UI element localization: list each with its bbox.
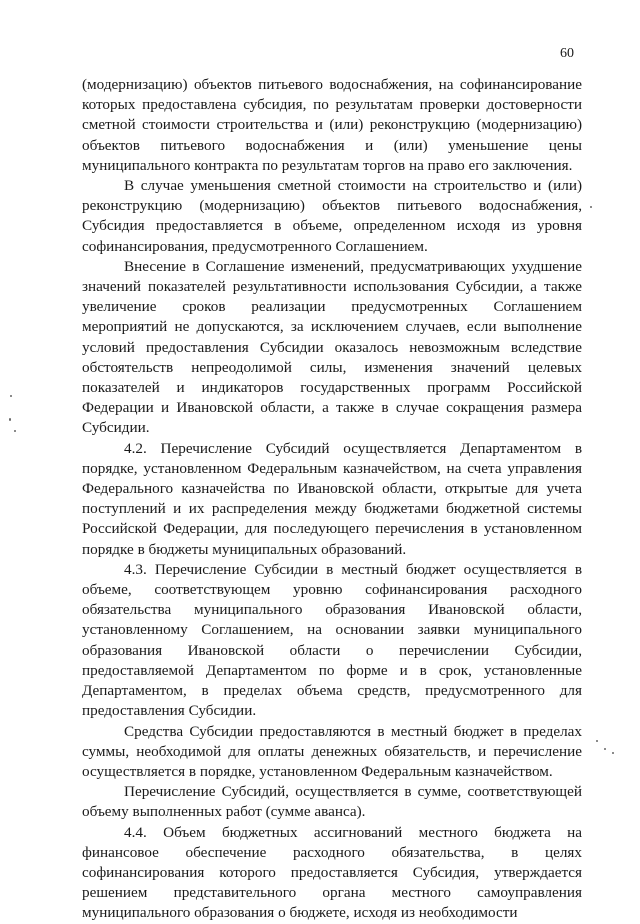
paragraph-transfer-amount: Перечисление Субсидий, осуществляется в сумме, соответствующей объему выполненных работ (сумме аванса).: [82, 783, 582, 821]
scan-speck: [604, 748, 606, 750]
document-body: [82, 75, 582, 924]
paragraph-funds-limits: Средства Субсидии предоставляются в местный бюджет в пределах суммы, необходимой для оплаты денежных обязательств, и перечисление осуществляется в порядке, установленном Федеральным казначейством.: [82, 722, 582, 780]
paragraph-4-4: 4.4. Объем бюджетных ассигнований местного бюджета на финансовое обеспечение расходного обязательства, в целях софинансирования которого предоставляется Субсидия, утверждается решением представительного органа местного самоуправления муниципального образования о бюджете, исходя из необходимости: [82, 823, 582, 922]
page-number: 60: [560, 46, 574, 61]
scan-speck: [590, 206, 592, 208]
paragraph-agreement-changes: Внесение в Соглашение изменений, предусматривающих ухудшение значений показателей результативности использования Субсидии, а также увеличение сроков реализации предусмотренных Соглашением мероприятий не допускаются, за исключением случаев, если выполнение условий предоставления Субсидии оказалось невозможным вследствие обстоятельств непреодолимой силы, изменения значений целевых показателей и индикаторов государственных программ Российской Федерации и Ивановской области, а также в случае сокращения размера Субсидии.: [82, 257, 582, 437]
scan-speck: [612, 752, 614, 754]
paragraph-4-2: 4.2. Перечисление Субсидий осуществляется Департаментом в порядке, установленном Федеральным казначейством, на счета управления Федерального казначейства по Ивановской области, открытые для учета поступлений и их распределения между бюджетами бюджетной системы Российской Федерации, для последующего перечисления в установленном порядке в бюджеты муниципальных образований.: [82, 439, 582, 558]
paragraph-modernization-continuation: (модернизацию) объектов питьевого водоснабжения, на софинансирование которых предоставлена субсидия, по результатам проверки достоверности сметной стоимости строительства и (или) реконструкцию (модернизацию) объектов питьевого водоснабжения и (или) уменьшение цены муниципального контракта по результатам торгов на право его заключения.: [82, 76, 582, 174]
scan-speck: [10, 395, 12, 397]
scan-speck: [596, 740, 598, 742]
scan-speck: [9, 418, 11, 421]
paragraph-cost-reduction: В случае уменьшения сметной стоимости на строительство и (или) реконструкцию (модернизацию) объектов питьевого водоснабжения, Субсидия предоставляется в объеме, определенном исходя из уровня софинансирования, предусмотренного Соглашением.: [82, 177, 582, 255]
paragraph-4-3: 4.3. Перечисление Субсидии в местный бюджет осуществляется в объеме, соответствующем уровню софинансирования расходного обязательства муниципального образования Ивановской области, установленному Соглашением, на основании заявки муниципального образования Ивановской области о перечислении Субсидии, предоставляемой Департаментом по форме и в срок, установленные Департаментом, в пределах объема средств, предусмотренного для предоставления Субсидии.: [82, 560, 582, 720]
scan-speck: [14, 430, 16, 432]
